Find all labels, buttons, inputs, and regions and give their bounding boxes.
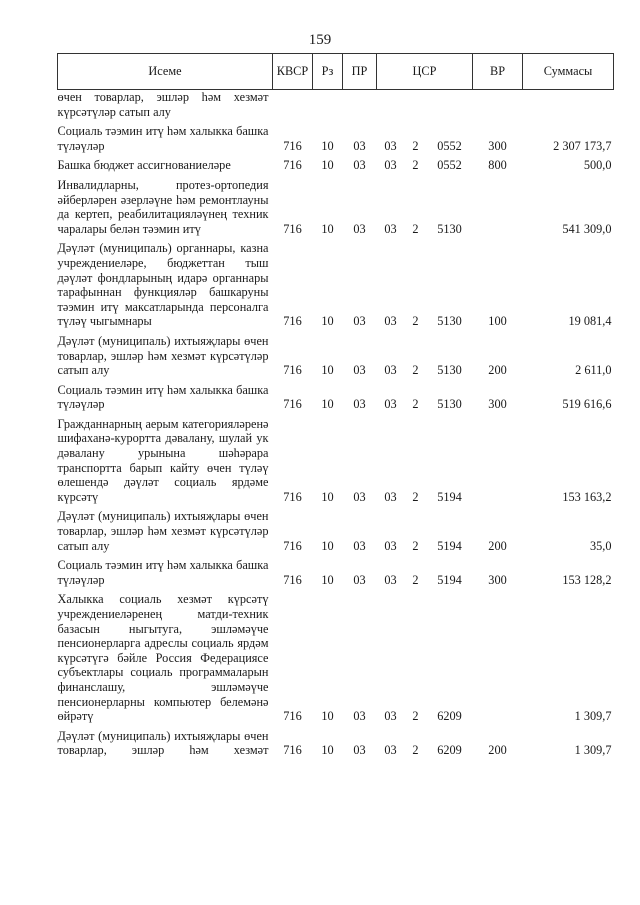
cell-csr-subprogram: 2	[412, 221, 419, 236]
cell-csr-subprogram: 2	[412, 397, 419, 412]
cell-vr: 300	[488, 572, 507, 587]
cell-rz: 10	[321, 489, 334, 504]
cell-csr-subprogram: 2	[412, 489, 419, 504]
cell-csr-program: 03	[384, 743, 397, 758]
cell-vr	[473, 412, 523, 505]
header-rz: Рз	[313, 54, 343, 90]
table-row	[58, 553, 614, 587]
cell-csr-program	[377, 90, 405, 120]
cell-sum: 519 616,6	[562, 397, 612, 412]
cell-sum: 2 307 173,7	[553, 138, 612, 153]
cell-csr-code: 5130	[437, 314, 462, 329]
cell-csr-program: 03	[384, 538, 397, 553]
table-row	[58, 119, 614, 153]
page-number: 159	[308, 32, 332, 48]
header-vr: ВР	[473, 54, 523, 90]
cell-kvsr: 716	[283, 538, 302, 553]
cell-sum: 541 309,0	[562, 221, 612, 236]
cell-csr-subprogram: 2	[412, 572, 419, 587]
cell-kvsr: 716	[283, 709, 302, 724]
cell-sum: 35,0	[590, 538, 612, 553]
cell-csr-code: 6209	[437, 743, 462, 758]
cell-name: Башка бюджет ассигнованиеләре	[57, 158, 231, 173]
cell-rz: 10	[321, 397, 334, 412]
cell-pr: 03	[353, 538, 366, 553]
cell-name: Социаль тәэмин итү һәм халыкка башка түләүләр	[57, 558, 269, 587]
cell-name: Дәүләт (муниципаль) ихтыяҗлары өчен товарлар, эшләр һәм хезмәт	[57, 728, 269, 758]
cell-pr: 03	[353, 158, 366, 173]
header-pr: ПР	[343, 54, 377, 90]
cell-csr-subprogram: 2	[412, 709, 419, 724]
cell-csr-subprogram: 2	[412, 538, 419, 553]
budget-table	[57, 53, 614, 758]
cell-csr-program: 03	[384, 138, 397, 153]
cell-csr-code: 5194	[437, 572, 462, 587]
cell-csr-code: 5130	[437, 363, 462, 378]
cell-rz: 10	[321, 138, 334, 153]
cell-csr-program: 03	[384, 489, 397, 504]
cell-csr-code: 5194	[437, 538, 462, 553]
cell-pr: 03	[353, 572, 366, 587]
cell-csr-code: 5194	[437, 489, 462, 504]
cell-kvsr: 716	[283, 138, 302, 153]
cell-vr	[473, 587, 523, 723]
cell-csr-subprogram: 2	[412, 138, 419, 153]
cell-sum: 500,0	[583, 158, 612, 173]
cell-csr-subprogram: 2	[412, 158, 419, 173]
table-row	[58, 724, 614, 758]
cell-pr	[343, 90, 377, 120]
table-row	[58, 412, 614, 505]
cell-pr: 03	[353, 489, 366, 504]
cell-csr-code: 0552	[437, 158, 462, 173]
cell-kvsr: 716	[283, 572, 302, 587]
header-kvsr: КВСР	[273, 54, 313, 90]
cell-name: Дәүләт (муниципаль) ихтыяҗлары өчен товарлар, эшләр һәм хезмәт күрсәтүләр сатып алу	[57, 333, 269, 378]
cell-kvsr: 716	[283, 221, 302, 236]
cell-vr: 300	[488, 138, 507, 153]
cell-rz: 10	[321, 363, 334, 378]
cell-csr-subprogram	[405, 90, 427, 120]
cell-csr-program: 03	[384, 363, 397, 378]
cell-name: өчен товарлар, эшләр һәм хезмәт күрсәтүләр сатып алу	[57, 90, 269, 119]
table-header-row	[58, 54, 614, 90]
table-row	[58, 153, 614, 173]
cell-kvsr	[273, 90, 313, 120]
cell-csr-code: 5130	[437, 397, 462, 412]
cell-pr: 03	[353, 743, 366, 758]
cell-sum: 2 611,0	[575, 363, 612, 378]
cell-csr-program: 03	[384, 709, 397, 724]
cell-name: Халыкка социаль хезмәт күрсәтү учреждениеләренең матди-техник базасын ныгытуга, эшләмәүче пенсионерларга адреслы социаль ярдәм күрсәтүгә бәйле Россия Федерациясе субъектлары социаль программаларын финанслашу, эшләмәүче пенсионерларны компьютер белемәнә өйрәтү	[57, 592, 269, 724]
cell-csr-code: 5130	[437, 221, 462, 236]
cell-rz	[313, 90, 343, 120]
cell-rz: 10	[321, 158, 334, 173]
cell-sum: 153 128,2	[562, 572, 612, 587]
cell-csr-program: 03	[384, 314, 397, 329]
cell-kvsr: 716	[283, 363, 302, 378]
cell-sum: 1 309,7	[574, 709, 612, 724]
cell-csr-subprogram: 2	[412, 314, 419, 329]
cell-kvsr: 716	[283, 314, 302, 329]
cell-csr-program: 03	[384, 572, 397, 587]
cell-vr: 200	[488, 363, 507, 378]
cell-rz: 10	[321, 709, 334, 724]
cell-kvsr: 716	[283, 743, 302, 758]
table-row	[58, 236, 614, 329]
cell-rz: 10	[321, 538, 334, 553]
cell-sum: 19 081,4	[568, 314, 612, 329]
table-row	[58, 504, 614, 553]
cell-csr-code: 0552	[437, 138, 462, 153]
cell-pr: 03	[353, 138, 366, 153]
cell-csr-code	[427, 90, 473, 120]
cell-kvsr: 716	[283, 489, 302, 504]
cell-csr-program: 03	[384, 158, 397, 173]
cell-kvsr: 716	[283, 158, 302, 173]
cell-name: Дәүләт (муниципаль) органнары, казна учреждениеләре, бюджеттан тыш дәүләт фондларының идарә органнары тарафыннан функцияләр башкаруны тәэмин итү максатларында персоналга түләү чыгымнары	[57, 241, 269, 329]
cell-vr: 300	[488, 397, 507, 412]
cell-csr-subprogram: 2	[412, 743, 419, 758]
table-row	[58, 329, 614, 378]
cell-name: Инвалидларны, протез-ортопедия әйберләрен әзерләүне һәм ремонтлауны да кертеп, реабилитацияләүнең техник чаралары белән тәэмин итү	[57, 177, 269, 236]
header-sum: Суммасы	[523, 54, 614, 90]
cell-csr-code: 6209	[437, 709, 462, 724]
cell-pr: 03	[353, 709, 366, 724]
table-row	[58, 587, 614, 723]
cell-name: Социаль тәэмин итү һәм халыкка башка түләүләр	[57, 124, 269, 153]
cell-pr: 03	[353, 397, 366, 412]
cell-vr	[473, 90, 523, 120]
table-row	[58, 90, 614, 120]
cell-rz: 10	[321, 314, 334, 329]
cell-vr: 100	[488, 314, 507, 329]
cell-rz: 10	[321, 221, 334, 236]
cell-pr: 03	[353, 221, 366, 236]
cell-pr: 03	[353, 363, 366, 378]
cell-name: Дәүләт (муниципаль) ихтыяҗлары өчен товарлар, эшләр һәм хезмәт күрсәтүләр сатып алу	[57, 509, 269, 553]
header-csr: ЦСР	[377, 54, 473, 90]
cell-pr: 03	[353, 314, 366, 329]
cell-kvsr: 716	[283, 397, 302, 412]
cell-sum: 153 163,2	[562, 489, 612, 504]
cell-vr: 200	[488, 743, 507, 758]
cell-csr-subprogram: 2	[412, 363, 419, 378]
table-row	[58, 378, 614, 412]
table-row	[58, 173, 614, 236]
cell-rz: 10	[321, 572, 334, 587]
cell-name: Гражданнарның аерым категорияләренә шифаханә-курортта дәвалану, шулай ук дәвалану урынына шәһәрара транспортта барып кайту өчен түләү өлешендә дәүләт социаль ярдәме күрсәтү	[57, 416, 269, 504]
cell-vr: 800	[488, 158, 507, 173]
cell-csr-program: 03	[384, 397, 397, 412]
cell-rz: 10	[321, 743, 334, 758]
cell-csr-program: 03	[384, 221, 397, 236]
cell-vr	[473, 173, 523, 236]
cell-sum: 1 309,7	[574, 743, 612, 758]
budget-table-container	[57, 53, 613, 758]
cell-name: Социаль тәэмин итү һәм халыкка башка түләүләр	[57, 382, 269, 412]
header-name: Исеме	[58, 54, 273, 90]
cell-vr: 200	[488, 538, 507, 553]
cell-sum	[523, 90, 614, 120]
table-body	[58, 90, 614, 758]
